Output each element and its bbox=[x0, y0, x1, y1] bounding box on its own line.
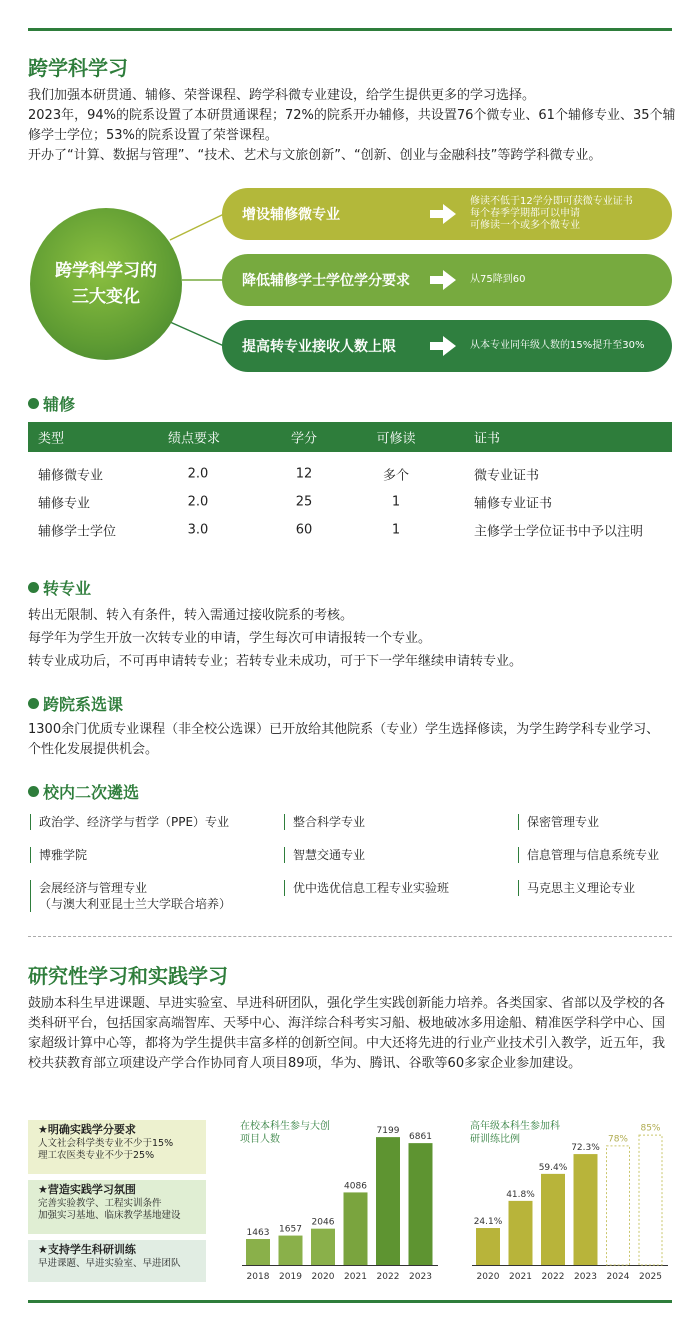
bullet-dot-icon bbox=[28, 582, 39, 593]
cell-type: 辅修专业 bbox=[38, 496, 91, 512]
chart-bar bbox=[607, 1146, 630, 1265]
chart-data-label: 41.8% bbox=[506, 1189, 535, 1200]
header-gpa: 绩点要求 bbox=[168, 431, 221, 447]
list-item bbox=[30, 847, 87, 863]
cell-credits: 12 bbox=[295, 466, 313, 482]
change-title: 增设辅修微专业 bbox=[242, 207, 340, 223]
chart-bar bbox=[574, 1154, 598, 1265]
transfer-line: 转专业成功后，不可再申请转专业；若转专业未成功，可于下一学年继续申请转专业。 bbox=[28, 654, 523, 669]
cell-count: 1 bbox=[391, 522, 401, 538]
change-desc bbox=[470, 274, 525, 286]
chart-tick-label: 2021 bbox=[509, 1272, 532, 1282]
minor-title-text: 辅修 bbox=[43, 395, 76, 414]
cell-gpa: 2.0 bbox=[187, 494, 209, 510]
list-item bbox=[518, 847, 659, 863]
cell-type: 辅修学士学位 bbox=[38, 524, 117, 540]
chart-data-label: 6861 bbox=[409, 1132, 432, 1143]
cross-paragraph-2: 2023年，94%的院系设置了本研贯通课程；72%的院系开办辅修，共设置76个微专业、61个辅修专业、35个辅修学士学位；53%的院系设置了荣誉课程。 bbox=[28, 108, 676, 143]
chart-bar bbox=[409, 1143, 433, 1265]
section-title-cross-course bbox=[28, 692, 123, 715]
chart-data-label: 4086 bbox=[344, 1181, 367, 1192]
change-desc bbox=[470, 196, 633, 232]
top-rule bbox=[28, 28, 672, 31]
arrow-right-icon bbox=[430, 204, 456, 224]
cross-paragraph-1: 我们加强本研贯通、辅修、荣誉课程、跨学科微专业建设，给学生提供更多的学习选择。 bbox=[28, 88, 536, 103]
list-item-text: 整合科学专业 bbox=[293, 815, 366, 829]
change-pill-1 bbox=[222, 188, 672, 240]
list-item bbox=[518, 814, 599, 830]
chart-data-label: 78% bbox=[607, 1134, 629, 1145]
bottom-rule bbox=[28, 1300, 672, 1303]
list-item-text: 马克思主义理论专业 bbox=[527, 881, 636, 895]
header-certificate: 证书 bbox=[474, 431, 501, 447]
chart-bar bbox=[509, 1201, 533, 1265]
chart-data-label: 1657 bbox=[279, 1224, 302, 1235]
cross-paragraph-3: 开办了“计算、数据与管理”、“技术、艺术与文旅创新”、“创新、创业与金融科技”等跨学科微专业。 bbox=[28, 148, 602, 163]
cell-credits: 60 bbox=[295, 522, 313, 538]
box-line: 早进课题、早进实验室、早进团队 bbox=[38, 1258, 181, 1269]
box-line: 理工农医类专业不少于25% bbox=[38, 1150, 155, 1161]
chart-tick-label: 2024 bbox=[606, 1272, 630, 1282]
circle-line-1: 跨学科学习的 bbox=[55, 261, 157, 281]
list-item bbox=[518, 880, 635, 896]
chart-tick-label: 2023 bbox=[574, 1272, 597, 1282]
recommend-title-text: 校内二次遴选 bbox=[43, 783, 140, 802]
chart-data-label: 59.4% bbox=[538, 1162, 568, 1173]
bullet-dot-icon bbox=[28, 398, 39, 409]
chart-tick-label: 2020 bbox=[476, 1272, 500, 1282]
section-divider bbox=[28, 936, 672, 937]
chart-tick-label: 2019 bbox=[279, 1272, 302, 1282]
change-title: 降低辅修学士学位学分要求 bbox=[242, 273, 410, 289]
transfer-text bbox=[28, 604, 676, 673]
arrow-right-icon bbox=[430, 270, 456, 290]
list-item-text: 政治学、经济学与哲学（PPE）专业 bbox=[39, 815, 230, 829]
header-type: 类型 bbox=[38, 431, 65, 447]
chart-data-label: 72.3% bbox=[571, 1143, 600, 1154]
list-item bbox=[30, 814, 229, 830]
chart-bar bbox=[476, 1228, 500, 1265]
practice-box-3 bbox=[28, 1240, 206, 1282]
list-item-text: 智慧交通专业 bbox=[293, 848, 366, 862]
cell-gpa: 2.0 bbox=[187, 466, 209, 482]
transfer-line: 转出无限制、转入有条件，转入需通过接收院系的考核。 bbox=[28, 608, 354, 623]
box-line: 加强实习基地、临床教学基地建设 bbox=[38, 1210, 181, 1221]
section-title-transfer bbox=[28, 576, 91, 599]
chart-data-label: 1463 bbox=[246, 1228, 270, 1239]
chart-tick-label: 2022 bbox=[376, 1272, 400, 1282]
section-title-recommend bbox=[28, 780, 139, 803]
chart-ratio bbox=[468, 1110, 668, 1290]
list-item-text: 会展经济与管理专业 bbox=[39, 881, 148, 895]
chart-tick-label: 2020 bbox=[311, 1272, 335, 1282]
list-item-subtext: （与澳大利亚昆士兰大学联合培养） bbox=[39, 897, 232, 911]
header-credits: 学分 bbox=[290, 431, 317, 447]
cell-count: 1 bbox=[391, 494, 401, 510]
chart-data-label: 7199 bbox=[376, 1126, 400, 1137]
cell-certificate: 主修学士学位证书中予以注明 bbox=[474, 524, 644, 540]
chart-data-label: 2046 bbox=[311, 1217, 335, 1228]
cross-intro bbox=[28, 86, 676, 166]
box-title: ★营造实践学习氛围 bbox=[38, 1183, 136, 1196]
table-row bbox=[28, 516, 672, 544]
table-header bbox=[28, 422, 672, 452]
change-desc-line: 修读不低于12学分即可获微专业证书 bbox=[470, 196, 633, 207]
practice-box-1 bbox=[28, 1120, 206, 1174]
chart-bar bbox=[344, 1192, 368, 1265]
chart-participants bbox=[238, 1110, 438, 1290]
chart-tick-label: 2023 bbox=[409, 1272, 432, 1282]
chart-bar bbox=[639, 1135, 662, 1265]
chart-data-label: 24.1% bbox=[473, 1217, 503, 1228]
box-title: ★支持学生科研训练 bbox=[38, 1243, 136, 1256]
box-line: 人文社会科学类专业不少于15% bbox=[38, 1138, 174, 1149]
change-title: 提高转专业接收人数上限 bbox=[242, 339, 396, 355]
list-item-text: 信息管理与信息系统专业 bbox=[527, 848, 660, 862]
section-title-cross: 跨学科学习 bbox=[28, 56, 128, 80]
change-desc-line: 可修读一个或多个微专业 bbox=[470, 220, 580, 231]
list-item bbox=[284, 814, 365, 830]
change-pill-3 bbox=[222, 320, 672, 372]
table-row bbox=[28, 488, 672, 516]
cell-certificate: 微专业证书 bbox=[474, 468, 540, 484]
chart-data-label: 85% bbox=[640, 1123, 661, 1134]
cell-gpa: 3.0 bbox=[187, 522, 209, 538]
transfer-line: 每学年为学生开放一次转专业的申请，学生每次可申请报转一个专业。 bbox=[28, 631, 432, 646]
arrow-right-icon bbox=[430, 336, 456, 356]
bullet-dot-icon bbox=[28, 698, 39, 709]
chart-tick-label: 2022 bbox=[541, 1272, 565, 1282]
research-paragraph: 鼓励本科生早进课题、早进实验室、早进科研团队，强化学生实践创新能力培养。各类国家、省部以及学校的各类科研平台，包括国家高端智库、天琴中心、海洋综合科考实习船、极地破冰多用途船、精准医学科学中心、国家超级计算中心等，都将为学生提供丰富多样的创新空间。中大还将先进的行业产业技术引入教学，近五年，我校共获教育部立项建设产学合作协同育人项目89项，华为、腾讯、谷歌等60多家企业参加建设。 bbox=[28, 996, 666, 1071]
list-item bbox=[30, 880, 231, 912]
change-desc-line: 从本专业同年级人数的15%提升至30% bbox=[470, 340, 645, 351]
cross-course-title-text: 跨院系选课 bbox=[43, 695, 124, 714]
section-title-minor bbox=[28, 392, 75, 415]
chart-tick-label: 2025 bbox=[639, 1272, 662, 1282]
cell-type: 辅修微专业 bbox=[38, 468, 104, 484]
chart-bar bbox=[311, 1229, 335, 1265]
cross-course-text: 1300余门优质专业课程（非全校公选课）已开放给其他院系（专业）学生选择修读，为学生跨学科专业学习、个性化发展提供机会。 bbox=[28, 722, 660, 757]
list-item bbox=[284, 847, 365, 863]
box-title: ★明确实践学分要求 bbox=[38, 1123, 136, 1136]
transfer-title-text: 转专业 bbox=[43, 579, 92, 598]
three-changes-circle bbox=[30, 208, 182, 360]
table-row bbox=[28, 460, 672, 488]
chart-bar bbox=[246, 1239, 270, 1265]
cell-count: 多个 bbox=[382, 468, 409, 484]
practice-box-2 bbox=[28, 1180, 206, 1234]
change-desc-line: 每个春季学期都可以申请 bbox=[470, 208, 580, 219]
circle-line-2: 三大变化 bbox=[72, 287, 140, 307]
section-title-research: 研究性学习和实践学习 bbox=[28, 964, 228, 988]
bullet-dot-icon bbox=[28, 786, 39, 797]
chart-1-title: 在校本科生参与大创项目人数 bbox=[240, 1121, 330, 1145]
list-item-text: 优中选优信息工程专业实验班 bbox=[293, 881, 450, 895]
minor-table bbox=[28, 422, 672, 544]
chart-bar bbox=[541, 1174, 565, 1265]
list-item-text: 保密管理专业 bbox=[527, 815, 600, 829]
cell-certificate: 辅修专业证书 bbox=[474, 496, 553, 512]
list-item bbox=[284, 880, 449, 896]
chart-bar bbox=[279, 1236, 303, 1265]
header-count: 可修读 bbox=[376, 431, 416, 447]
box-line: 完善实验教学、工程实训条件 bbox=[38, 1198, 162, 1209]
change-desc bbox=[470, 340, 644, 352]
change-pill-2 bbox=[222, 254, 672, 306]
change-desc-line: 从75降到60 bbox=[470, 274, 526, 285]
chart-bar bbox=[376, 1137, 400, 1265]
chart-tick-label: 2018 bbox=[246, 1272, 270, 1282]
chart-2-title: 高年级本科生参加科研训练比例 bbox=[470, 1121, 560, 1145]
list-item-text: 博雅学院 bbox=[39, 848, 88, 862]
chart-tick-label: 2021 bbox=[344, 1272, 367, 1282]
cell-credits: 25 bbox=[295, 494, 313, 510]
